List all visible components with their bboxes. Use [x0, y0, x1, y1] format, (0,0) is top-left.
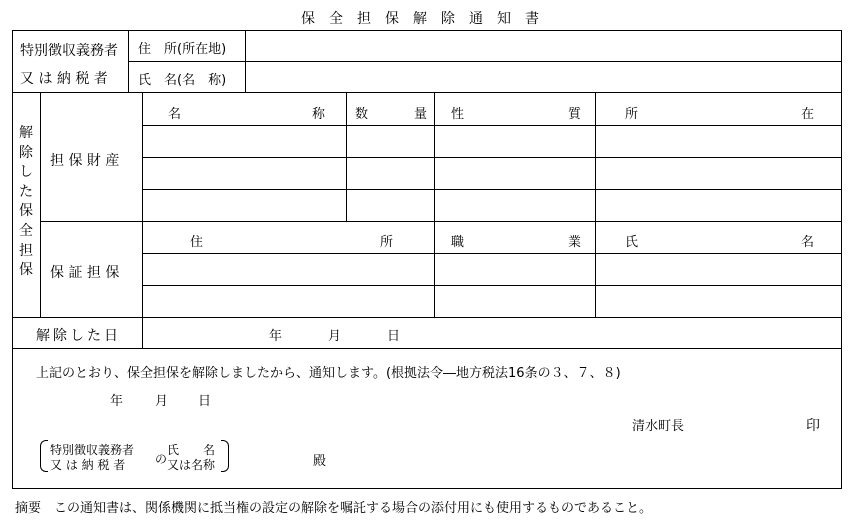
- col-guarantee-address-a: 住: [190, 235, 204, 250]
- property-row-2-name[interactable]: [146, 160, 342, 186]
- col-property-qty-a: 数: [355, 107, 369, 122]
- recipient-label-line1: 特別徴収義務者: [50, 443, 135, 457]
- col-guarantee-occupation-b: 業: [568, 235, 582, 250]
- property-row-1-quantity[interactable]: [350, 128, 430, 154]
- guarantee-row-1-name[interactable]: [599, 256, 837, 282]
- col-property-nature-b: 質: [568, 107, 582, 122]
- col-guarantee-name-a: 氏: [625, 235, 639, 250]
- col-property-qty-b: 量: [414, 107, 428, 122]
- released-collateral-section-label: 解除した保全担保: [19, 125, 33, 279]
- guarantee-row-1-occupation[interactable]: [438, 256, 591, 282]
- col-property-nature-a: 性: [451, 107, 465, 122]
- property-row-2-quantity[interactable]: [350, 160, 430, 186]
- notice-year: 年: [110, 394, 124, 409]
- guarantee-row-2-address[interactable]: [146, 288, 430, 314]
- col-guarantee-name-b: 名: [801, 235, 815, 250]
- release-date-month: 月: [328, 329, 342, 344]
- divider-property-nature: [595, 92, 596, 317]
- property-row-3-name[interactable]: [146, 192, 342, 218]
- property-row-1-location[interactable]: [599, 128, 837, 154]
- col-property-location-b: 在: [801, 107, 815, 122]
- property-row-2-nature[interactable]: [438, 160, 591, 186]
- property-row-3-nature[interactable]: [438, 192, 591, 218]
- guarantee-row-2-occupation[interactable]: [438, 288, 591, 314]
- seal-mark: [806, 415, 820, 435]
- divider-property-row1: [142, 157, 842, 158]
- divider-taxpayer-bottom: [12, 92, 842, 93]
- release-date-label: 解除した日: [36, 328, 121, 344]
- col-guarantee-occupation-a: 職: [451, 235, 465, 250]
- seal-mark-text: 印: [806, 418, 820, 434]
- divider-release-date-bottom: [12, 348, 842, 349]
- divider-row-label: [142, 92, 143, 348]
- issuer-name: 清水町長: [632, 419, 685, 434]
- property-row-3-location[interactable]: [599, 192, 837, 218]
- taxpayer-label-line1: 特別徴収義務者: [20, 43, 118, 59]
- notice-month: 月: [155, 394, 169, 409]
- property-row-1-nature[interactable]: [438, 128, 591, 154]
- document-title: 保全担保解除通知書: [301, 11, 553, 27]
- recipient-name-line2: 又は名称: [167, 458, 216, 472]
- property-row-3-quantity[interactable]: [350, 192, 430, 218]
- recipient-of: の: [155, 452, 168, 466]
- divider-guarantee-row1: [142, 285, 842, 286]
- honorific: 殿: [313, 454, 327, 469]
- property-row-label: 担 保 財 産: [50, 153, 120, 169]
- taxpayer-label-line2: 又 は 納 税 者: [20, 71, 108, 87]
- footnote: 摘要 この通知書は、関係機関に抵当権の設定の解除を嘱託する場合の添付用にも使用するものであること。: [15, 501, 653, 516]
- name-field[interactable]: [250, 64, 836, 90]
- notice-day: 日: [198, 394, 212, 409]
- recipient-label-line2: 又 は 納 税 者: [50, 458, 126, 472]
- divider-property-name: [346, 92, 347, 221]
- col-property-name-a: 名: [168, 107, 182, 122]
- property-row-2-location[interactable]: [599, 160, 837, 186]
- col-property-name-b: 称: [312, 107, 326, 122]
- recipient-right-paren: [221, 440, 229, 472]
- guarantee-row-label: 保 証 担 保: [50, 265, 120, 281]
- release-date-year: 年: [269, 329, 283, 344]
- recipient-name-line1: 氏 名: [167, 443, 216, 457]
- guarantee-row-1-address[interactable]: [146, 256, 430, 282]
- divider-taxpayer-label: [128, 30, 129, 92]
- divider-property-qty: [434, 92, 435, 317]
- divider-guarantee-bottom: [12, 317, 842, 318]
- divider-field-label: [245, 30, 246, 92]
- property-row-1-name[interactable]: [146, 128, 342, 154]
- divider-property-bottom: [40, 221, 842, 222]
- recipient-left-paren: [40, 440, 48, 472]
- release-date-day: 日: [387, 329, 401, 344]
- col-guarantee-address-b: 所: [380, 235, 394, 250]
- divider-taxpayer-mid: [128, 61, 842, 62]
- divider-property-row2: [142, 189, 842, 190]
- address-field[interactable]: [250, 33, 836, 59]
- divider-section-label: [40, 92, 41, 317]
- notice-text: 上記のとおり、保全担保を解除しましたから、通知します。(根拠法令―地方税法16条の３、７、８): [36, 366, 621, 381]
- divider-property-header: [142, 125, 842, 126]
- address-label: 住 所(所在地): [138, 42, 227, 57]
- col-property-location-a: 所: [625, 107, 639, 122]
- guarantee-row-2-name[interactable]: [599, 288, 837, 314]
- name-label: 氏 名(名 称): [138, 73, 227, 88]
- divider-guarantee-header: [142, 253, 842, 254]
